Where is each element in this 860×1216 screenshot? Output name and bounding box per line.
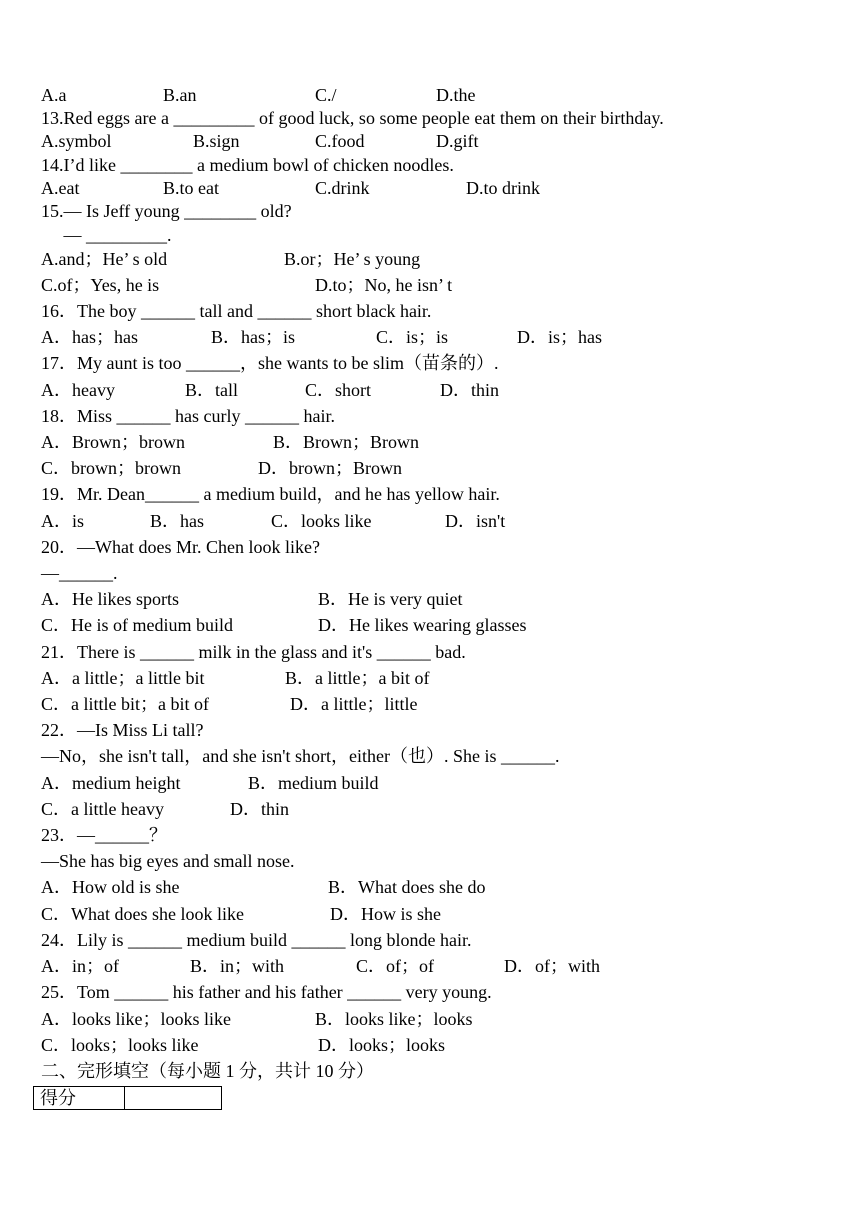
answer-option-q14opts-0[interactable]: A.eat [41, 178, 80, 198]
answer-option-q18opts2-0[interactable]: C．brown；brown [41, 458, 181, 478]
answer-option-q15opts2-0[interactable]: C.of；Yes, he is [41, 275, 160, 295]
answer-option-q25opts2-1[interactable]: D．looks；looks [318, 1035, 446, 1055]
answer-option-q19opts-2[interactable]: C．looks like [271, 511, 372, 531]
question-line-q24: 24．Lily is ______ medium build ______ long blonde hair. [41, 930, 472, 950]
answer-option-q17opts-2[interactable]: C．short [305, 380, 372, 400]
question-line-q19: 19．Mr. Dean______ a medium build，and he has yellow hair. [41, 484, 500, 504]
answer-option-q17opts-0[interactable]: A．heavy [41, 380, 115, 400]
score-label: 得分 [34, 1087, 125, 1110]
answer-option-q12opts-1[interactable]: B.an [163, 85, 197, 105]
answer-option-q18opts1-1[interactable]: B．Brown；Brown [273, 432, 420, 452]
answer-option-q15opts1-0[interactable]: A.and；He’ s old [41, 249, 168, 269]
question-line-q21: 21．There is ______ milk in the glass and it's ______ bad. [41, 642, 466, 662]
answer-option-q15opts1-1[interactable]: B.or；He’ s young [284, 249, 421, 269]
answer-option-q20opts2-0[interactable]: C．He is of medium build [41, 615, 233, 635]
answer-option-q15opts2-1[interactable]: D.to；No, he isn’ t [315, 275, 453, 295]
answer-option-q25opts1-1[interactable]: B．looks like；looks [315, 1009, 473, 1029]
question-line-q25: 25．Tom ______ his father and his father ______ very young. [41, 982, 492, 1002]
question-line-q23b: —She has big eyes and small nose. [41, 851, 295, 871]
answer-option-q19opts-1[interactable]: B．has [150, 511, 204, 531]
question-line-q20: 20．—What does Mr. Chen look like? [41, 537, 320, 557]
answer-option-q16opts-2[interactable]: C．is；is [376, 327, 449, 347]
answer-option-q23opts1-0[interactable]: A．How old is she [41, 877, 180, 897]
answer-option-q16opts-1[interactable]: B．has；is [211, 327, 296, 347]
question-line-q22b: —No，she isn't tall，and she isn't short，either（也）. She is ______. [41, 746, 560, 766]
answer-option-q23opts1-1[interactable]: B．What does she do [328, 877, 486, 897]
question-line-q16: 16．The boy ______ tall and ______ short black hair. [41, 301, 432, 321]
answer-option-q13opts-3[interactable]: D.gift [436, 131, 479, 151]
answer-option-q14opts-1[interactable]: B.to eat [163, 178, 219, 198]
answer-option-q14opts-2[interactable]: C.drink [315, 178, 370, 198]
answer-option-q20opts1-0[interactable]: A．He likes sports [41, 589, 179, 609]
answer-option-q19opts-0[interactable]: A．is [41, 511, 85, 531]
score-input-box[interactable] [125, 1087, 222, 1110]
answer-option-q13opts-2[interactable]: C.food [315, 131, 365, 151]
answer-option-q22opts1-1[interactable]: B．medium build [248, 773, 379, 793]
answer-option-q23opts2-1[interactable]: D．How is she [330, 904, 441, 924]
score-table [33, 1086, 222, 1110]
question-line-q14: 14.I’d like ________ a medium bowl of chicken noodles. [41, 155, 454, 175]
answer-option-q12opts-0[interactable]: A.a [41, 85, 67, 105]
answer-option-q20opts2-1[interactable]: D．He likes wearing glasses [318, 615, 527, 635]
answer-option-q20opts1-1[interactable]: B．He is very quiet [318, 589, 463, 609]
answer-option-q23opts2-0[interactable]: C．What does she look like [41, 904, 244, 924]
answer-option-q24opts-1[interactable]: B．in；with [190, 956, 285, 976]
answer-option-q21opts2-1[interactable]: D．a little；little [290, 694, 418, 714]
answer-option-q21opts1-1[interactable]: B．a little；a bit of [285, 668, 430, 688]
answer-option-q25opts1-0[interactable]: A．looks like；looks like [41, 1009, 231, 1029]
answer-option-q17opts-3[interactable]: D．thin [440, 380, 500, 400]
question-line-section2: 二、完形填空（每小题 1 分，共计 10 分） [41, 1061, 374, 1081]
answer-option-q12opts-2[interactable]: C./ [315, 85, 337, 105]
answer-option-q19opts-3[interactable]: D．isn't [445, 511, 506, 531]
answer-option-q22opts2-0[interactable]: C．a little heavy [41, 799, 164, 819]
answer-option-q21opts1-0[interactable]: A．a little；a little bit [41, 668, 205, 688]
answer-option-q18opts2-1[interactable]: D．brown；Brown [258, 458, 402, 478]
question-line-q15b: — _________. [41, 225, 172, 245]
question-line-q20b: —______. [41, 563, 118, 583]
question-line-q22: 22．—Is Miss Li tall? [41, 720, 204, 740]
question-line-q23: 23．—______？ [41, 825, 167, 845]
answer-option-q24opts-3[interactable]: D．of；with [504, 956, 600, 976]
answer-option-q24opts-2[interactable]: C．of；of [356, 956, 434, 976]
answer-option-q12opts-3[interactable]: D.the [436, 85, 476, 105]
answer-option-q24opts-0[interactable]: A．in；of [41, 956, 119, 976]
question-line-q17: 17．My aunt is too ______，she wants to be slim（苗条的）. [41, 353, 499, 373]
question-line-q13: 13.Red eggs are a _________ of good luck, so some people eat them on their birthday. [41, 108, 664, 128]
answer-option-q17opts-1[interactable]: B．tall [185, 380, 238, 400]
answer-option-q21opts2-0[interactable]: C．a little bit；a bit of [41, 694, 209, 714]
answer-option-q25opts2-0[interactable]: C．looks；looks like [41, 1035, 199, 1055]
question-line-q18: 18．Miss ______ has curly ______ hair. [41, 406, 335, 426]
answer-option-q13opts-0[interactable]: A.symbol [41, 131, 112, 151]
answer-option-q18opts1-0[interactable]: A．Brown；brown [41, 432, 185, 452]
answer-option-q22opts1-0[interactable]: A．medium height [41, 773, 181, 793]
question-line-q15: 15.— Is Jeff young ________ old? [41, 201, 292, 221]
answer-option-q16opts-0[interactable]: A．has；has [41, 327, 138, 347]
answer-option-q14opts-3[interactable]: D.to drink [466, 178, 540, 198]
answer-option-q13opts-1[interactable]: B.sign [193, 131, 240, 151]
answer-option-q22opts2-1[interactable]: D．thin [230, 799, 290, 819]
answer-option-q16opts-3[interactable]: D．is；has [517, 327, 602, 347]
